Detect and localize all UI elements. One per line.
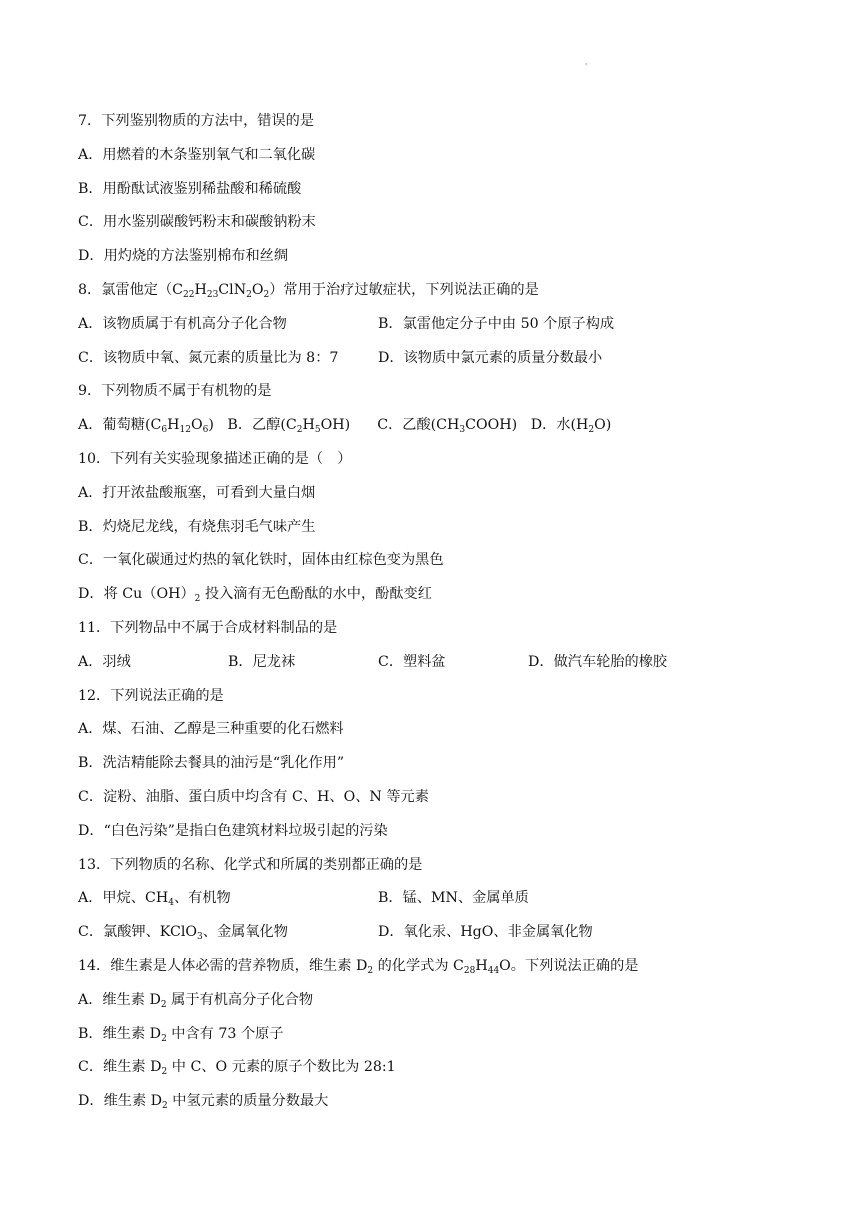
option-item: D．氧化汞、HgO、非金属氧化物	[378, 924, 593, 941]
text-line: B．维生素 $D_2$ 中含有 73 个原子	[78, 1025, 284, 1044]
text-line: B．灼烧尼龙线，有烧焦羽毛气味产生	[78, 518, 316, 535]
text-line: B．洗洁精能除去餐具的油污是“乳化作用”	[78, 755, 345, 772]
text-line: 7．下列鉴别物质的方法中，错误的是	[78, 113, 315, 129]
option-item: C．塑料盆	[378, 653, 446, 670]
text-line: 9．下列物质不属于有机物的是	[78, 383, 272, 400]
text-line: C．用水鉴别碳酸钙粉末和碳酸钠粉末	[78, 214, 316, 231]
text-line: B．用酚酞试液鉴别稀盐酸和稀硫酸	[78, 180, 302, 197]
option-item: D．做汽车轮胎的橡胶	[528, 653, 668, 670]
option-item: B．锰、MN、金属单质	[378, 890, 529, 907]
text-line: D．维生素 $D_2$ 中氢元素的质量分数最大	[78, 1093, 329, 1112]
option-item: A．该物质属于有机高分子化合物	[78, 315, 287, 332]
text-line: D．将 $Cu(OH)_2$ 投入滴有无色酚酞的水中，酚酞变红	[78, 586, 432, 605]
text-line: A．葡萄糖$(C_6H_{12}O_6)$ B．乙醇$(C_2H_5OH)$ C．乙酸$(CH_3COOH)$ D．水$(H_2O)$	[78, 417, 612, 436]
text-line: D．“白色污染”是指白色建筑材料垃圾引起的污染	[78, 822, 388, 839]
option-item: B．尼龙袜	[228, 653, 296, 670]
text-line: 10．下列有关实验现象描述正确的是（ ）	[78, 451, 352, 467]
text-line: C．维生素 $D_2$ 中 C、O 元素的原子个数比为 28:1	[78, 1059, 396, 1078]
page-mark: '	[585, 62, 588, 71]
option-item: B．氯雷他定分子中由 50 个原子构成	[378, 315, 615, 332]
text-line: A．煤、石油、乙醇是三种重要的化石燃料	[78, 721, 344, 738]
text-line: 12．下列说法正确的是	[78, 687, 224, 704]
option-item: A．甲烷、$CH_4$、有机物	[78, 890, 231, 909]
text-line: C．一氧化碳通过灼热的氧化铁时，固体由红棕色变为黑色	[78, 552, 444, 569]
text-line: 13．下列物质的名称、化学式和所属的类别都正确的是	[78, 856, 423, 873]
text-line: 8．氯雷他定$(C_{22}H_{23}ClN_2O_2)$常用于治疗过敏症状，下列说法正确的是	[78, 282, 539, 300]
text-line: A．打开浓盐酸瓶塞，可看到大量白烟	[78, 484, 316, 501]
text-line: 14．维生素是人体必需的营养物质，维生素 $D_2$ 的化学式为 $C_{28}H_{44}O$。下列说法正确的是	[78, 958, 639, 976]
text-line: 11．下列物品中不属于合成材料制品的是	[78, 620, 338, 636]
option-item: A．羽绒	[78, 653, 131, 670]
text-line: D．用灼烧的方法鉴别棉布和丝绸	[78, 248, 289, 265]
text-line: A．维生素 $D_2$ 属于有机高分子化合物	[78, 991, 314, 1010]
option-item: D．该物质中氯元素的质量分数最小	[378, 349, 603, 366]
text-line: C．淀粉、油脂、蛋白质中均含有 C、H、O、N 等元素	[78, 789, 429, 805]
option-item: C．该物质中氧、氮元素的质量比为 8：7	[78, 349, 339, 366]
option-item: C．氯酸钾、KClO$_3$、金属氧化物	[78, 924, 288, 943]
text-line: A．用燃着的木条鉴别氧气和二氧化碳	[78, 146, 316, 163]
